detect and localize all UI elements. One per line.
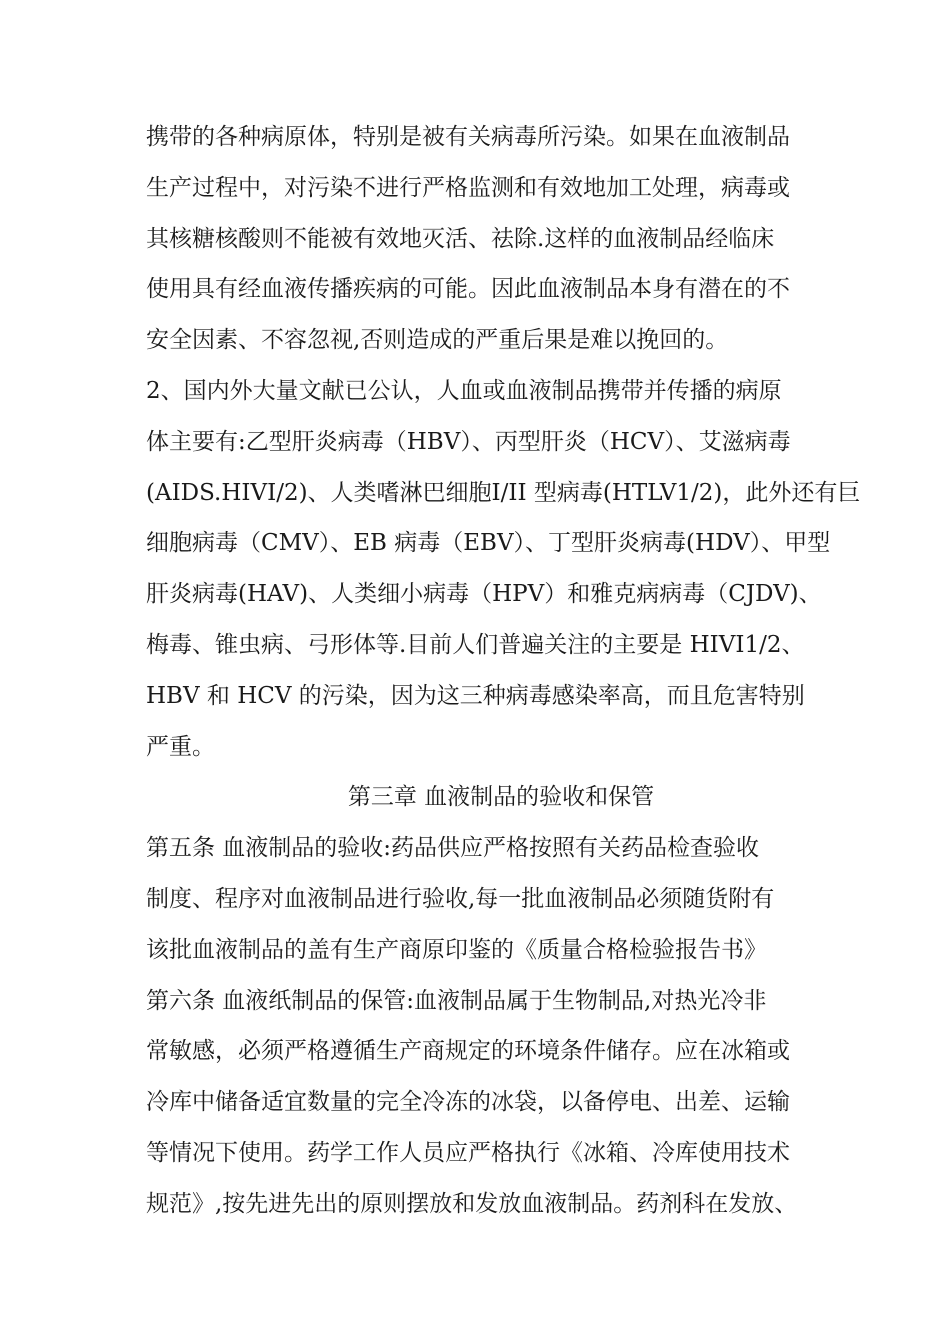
body-line: 其核糖核酸则不能被有效地灭活、祛除.这样的血液制品经临床: [146, 225, 775, 252]
body-line: 制度、程序对血液制品进行验收,每一批血液制品必须随货附有: [146, 885, 775, 912]
document-body: [146, 112, 861, 1230]
body-line: 规范》,按先进先出的原则摆放和发放血液制品。药剂科在发放、: [146, 1190, 798, 1217]
chapter-heading: 第三章 血液制品的验收和保管: [347, 784, 655, 811]
body-line: 生产过程中，对污染不进行严格监测和有效地加工处理，病毒或: [146, 174, 790, 201]
body-line: 体主要有:乙型肝炎病毒（HBV）、丙型肝炎（HCV）、艾滋病毒: [146, 428, 791, 455]
body-line: HBV 和 HCV 的污染，因为这三种病毒感染率高，而且危害特别: [146, 682, 805, 709]
body-line: 冷库中储备适宜数量的完全冷冻的冰袋，以备停电、出差、运输: [146, 1089, 790, 1116]
body-line: 梅毒、锥虫病、弓形体等.目前人们普遍关注的主要是 HIVI1/2、: [146, 631, 805, 658]
body-line: 细胞病毒（CMV）、EB 病毒（EBV）、丁型肝炎病毒(HDV）、甲型: [146, 530, 831, 557]
body-line: (AIDS.HIVI/2)、人类嗜淋巴细胞I/II 型病毒(HTLV1/2)，此外还有巨: [146, 479, 861, 506]
body-line: 肝炎病毒(HAV)、人类细小病毒（HPV）和雅克病病毒（CJDV)、: [146, 581, 822, 608]
body-line: 2、国内外大量文献已公认，人血或血液制品携带并传播的病原: [146, 377, 782, 404]
body-line: 安全因素、不容忽视,否则造成的严重后果是难以挽回的。: [146, 327, 729, 354]
body-line: 使用具有经血液传播疾病的可能。因此血液制品本身有潜在的不: [146, 276, 790, 303]
body-line: 第五条 血液制品的验收:药品供应严格按照有关药品检查验收: [146, 835, 760, 862]
body-line: 严重。: [146, 733, 215, 760]
body-line: 常敏感，必须严格遵循生产商规定的环境条件储存。应在冰箱或: [146, 1038, 790, 1065]
body-line: 等情况下使用。药学工作人员应严格执行《冰箱、冷库使用技术: [146, 1139, 790, 1166]
body-line: 该批血液制品的盖有生产商原印鉴的《质量合格检验报告书》: [146, 936, 767, 963]
body-line: 第六条 血液纸制品的保管:血液制品属于生物制品,对热光冷非: [146, 987, 767, 1014]
body-line: 携带的各种病原体，特别是被有关病毒所污染。如果在血液制品: [146, 124, 790, 150]
